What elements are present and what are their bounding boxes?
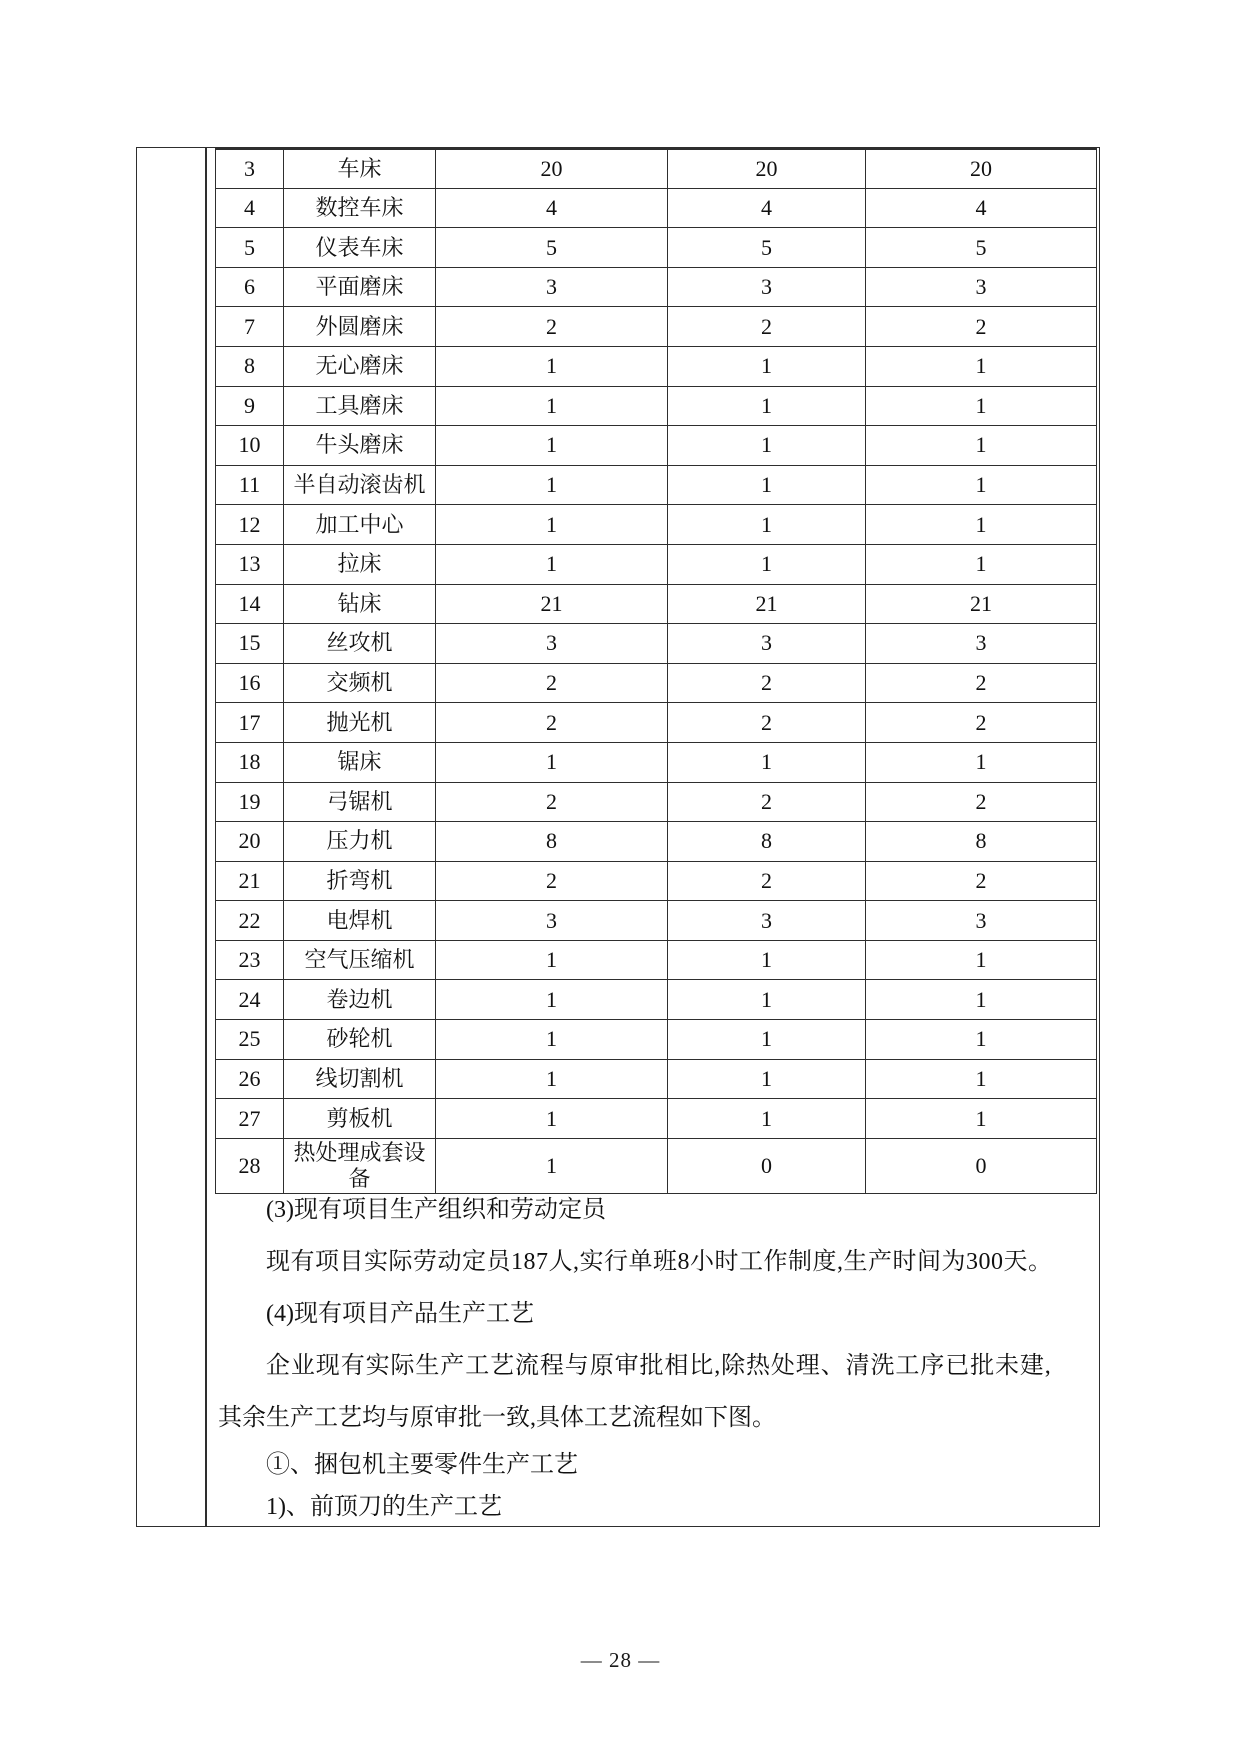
table-row bbox=[216, 1059, 1097, 1099]
quantity-cell: 21 bbox=[668, 584, 866, 624]
table-row bbox=[216, 307, 1097, 347]
quantity-cell: 1 bbox=[668, 346, 866, 386]
quantity-cell: 3 bbox=[668, 901, 866, 941]
quantity-cell: 1 bbox=[436, 1099, 668, 1139]
quantity-cell: 1 bbox=[668, 505, 866, 545]
quantity-cell: 20 bbox=[668, 149, 866, 189]
row-number-cell: 4 bbox=[216, 188, 284, 228]
row-number-cell: 21 bbox=[216, 861, 284, 901]
quantity-cell: 2 bbox=[866, 307, 1097, 347]
row-number-cell: 10 bbox=[216, 426, 284, 466]
quantity-cell: 1 bbox=[866, 980, 1097, 1020]
table-row bbox=[216, 465, 1097, 505]
quantity-cell: 3 bbox=[436, 901, 668, 941]
quantity-cell: 1 bbox=[668, 1020, 866, 1060]
row-number-cell: 13 bbox=[216, 544, 284, 584]
quantity-cell: 1 bbox=[668, 386, 866, 426]
row-number-cell: 14 bbox=[216, 584, 284, 624]
table-row bbox=[216, 663, 1097, 703]
equipment-name-cell: 电焊机 bbox=[284, 901, 436, 941]
quantity-cell: 4 bbox=[668, 188, 866, 228]
row-number-cell: 20 bbox=[216, 822, 284, 862]
quantity-cell: 1 bbox=[866, 426, 1097, 466]
quantity-cell: 3 bbox=[866, 267, 1097, 307]
table-row bbox=[216, 1020, 1097, 1060]
quantity-cell: 3 bbox=[436, 624, 668, 664]
equipment-name-cell: 钻床 bbox=[284, 584, 436, 624]
quantity-cell: 5 bbox=[866, 228, 1097, 268]
body-line: 企业现有实际生产工艺流程与原审批相比,除热处理、清洗工序已批未建, bbox=[266, 1353, 1052, 1379]
quantity-cell: 2 bbox=[436, 307, 668, 347]
frame-column-divider bbox=[205, 147, 207, 1527]
equipment-name-cell: 丝攻机 bbox=[284, 624, 436, 664]
quantity-cell: 1 bbox=[866, 544, 1097, 584]
page-number: — 28 — bbox=[580, 1648, 661, 1672]
quantity-cell: 1 bbox=[436, 742, 668, 782]
row-number-cell: 5 bbox=[216, 228, 284, 268]
row-number-cell: 25 bbox=[216, 1020, 284, 1060]
quantity-cell: 21 bbox=[436, 584, 668, 624]
row-number-cell: 15 bbox=[216, 624, 284, 664]
quantity-cell: 1 bbox=[668, 544, 866, 584]
quantity-cell: 2 bbox=[866, 703, 1097, 743]
equipment-name-cell: 交频机 bbox=[284, 663, 436, 703]
quantity-cell: 1 bbox=[436, 544, 668, 584]
row-number-cell: 11 bbox=[216, 465, 284, 505]
row-number-cell: 26 bbox=[216, 1059, 284, 1099]
row-number-cell: 23 bbox=[216, 940, 284, 980]
quantity-cell: 3 bbox=[668, 624, 866, 664]
quantity-cell: 2 bbox=[436, 782, 668, 822]
quantity-cell: 8 bbox=[436, 822, 668, 862]
quantity-cell: 1 bbox=[866, 742, 1097, 782]
quantity-cell: 1 bbox=[436, 465, 668, 505]
quantity-cell: 2 bbox=[436, 663, 668, 703]
row-number-cell: 18 bbox=[216, 742, 284, 782]
quantity-cell: 2 bbox=[866, 663, 1097, 703]
body-line: ①、捆包机主要零件生产工艺 bbox=[266, 1452, 578, 1478]
quantity-cell: 3 bbox=[436, 267, 668, 307]
quantity-cell: 8 bbox=[866, 822, 1097, 862]
row-number-cell: 24 bbox=[216, 980, 284, 1020]
table-row bbox=[216, 426, 1097, 466]
table-row bbox=[216, 346, 1097, 386]
table-row bbox=[216, 386, 1097, 426]
quantity-cell: 1 bbox=[668, 465, 866, 505]
equipment-name-cell: 压力机 bbox=[284, 822, 436, 862]
quantity-cell: 2 bbox=[436, 861, 668, 901]
table-row bbox=[216, 505, 1097, 545]
equipment-name-cell: 半自动滚齿机 bbox=[284, 465, 436, 505]
table-row bbox=[216, 584, 1097, 624]
quantity-cell: 1 bbox=[668, 1099, 866, 1139]
equipment-name-cell: 平面磨床 bbox=[284, 267, 436, 307]
row-number-cell: 7 bbox=[216, 307, 284, 347]
quantity-cell: 2 bbox=[668, 861, 866, 901]
table-row bbox=[216, 901, 1097, 941]
quantity-cell: 1 bbox=[866, 505, 1097, 545]
quantity-cell: 4 bbox=[436, 188, 668, 228]
quantity-cell: 1 bbox=[866, 1059, 1097, 1099]
equipment-name-cell: 剪板机 bbox=[284, 1099, 436, 1139]
equipment-name-cell: 锯床 bbox=[284, 742, 436, 782]
quantity-cell: 1 bbox=[436, 386, 668, 426]
row-number-cell: 27 bbox=[216, 1099, 284, 1139]
equipment-name-cell: 外圆磨床 bbox=[284, 307, 436, 347]
row-number-cell: 28 bbox=[216, 1138, 284, 1193]
quantity-cell: 1 bbox=[436, 1020, 668, 1060]
row-number-cell: 17 bbox=[216, 703, 284, 743]
body-line: (4)现有项目产品生产工艺 bbox=[266, 1301, 534, 1327]
equipment-table bbox=[215, 147, 1097, 1194]
quantity-cell: 1 bbox=[668, 980, 866, 1020]
quantity-cell: 1 bbox=[436, 426, 668, 466]
quantity-cell: 1 bbox=[668, 742, 866, 782]
equipment-name-cell: 砂轮机 bbox=[284, 1020, 436, 1060]
table-row bbox=[216, 544, 1097, 584]
quantity-cell: 1 bbox=[436, 1059, 668, 1099]
equipment-name-cell: 车床 bbox=[284, 149, 436, 189]
table-row bbox=[216, 228, 1097, 268]
quantity-cell: 2 bbox=[436, 703, 668, 743]
row-number-cell: 9 bbox=[216, 386, 284, 426]
equipment-name-cell: 加工中心 bbox=[284, 505, 436, 545]
quantity-cell: 1 bbox=[668, 426, 866, 466]
equipment-name-cell: 卷边机 bbox=[284, 980, 436, 1020]
quantity-cell: 2 bbox=[668, 703, 866, 743]
table-row bbox=[216, 1099, 1097, 1139]
quantity-cell: 2 bbox=[668, 782, 866, 822]
equipment-name-cell: 热处理成套设备 bbox=[284, 1138, 436, 1193]
table-row bbox=[216, 940, 1097, 980]
equipment-name-cell: 仪表车床 bbox=[284, 228, 436, 268]
quantity-cell: 1 bbox=[866, 1020, 1097, 1060]
row-number-cell: 3 bbox=[216, 149, 284, 189]
quantity-cell: 2 bbox=[668, 663, 866, 703]
table-row bbox=[216, 703, 1097, 743]
quantity-cell: 1 bbox=[866, 346, 1097, 386]
quantity-cell: 1 bbox=[436, 1138, 668, 1193]
quantity-cell: 1 bbox=[668, 940, 866, 980]
equipment-name-cell: 空气压缩机 bbox=[284, 940, 436, 980]
row-number-cell: 16 bbox=[216, 663, 284, 703]
table-row bbox=[216, 267, 1097, 307]
row-number-cell: 6 bbox=[216, 267, 284, 307]
quantity-cell: 8 bbox=[668, 822, 866, 862]
quantity-cell: 2 bbox=[668, 307, 866, 347]
quantity-cell: 1 bbox=[866, 1099, 1097, 1139]
quantity-cell: 20 bbox=[866, 149, 1097, 189]
body-line: (3)现有项目生产组织和劳动定员 bbox=[266, 1197, 606, 1223]
quantity-cell: 1 bbox=[436, 940, 668, 980]
quantity-cell: 3 bbox=[866, 624, 1097, 664]
equipment-name-cell: 折弯机 bbox=[284, 861, 436, 901]
table-row bbox=[216, 742, 1097, 782]
equipment-name-cell: 无心磨床 bbox=[284, 346, 436, 386]
table-row bbox=[216, 782, 1097, 822]
body-line: 现有项目实际劳动定员187人,实行单班8小时工作制度,生产时间为300天。 bbox=[266, 1249, 1053, 1275]
equipment-name-cell: 弓锯机 bbox=[284, 782, 436, 822]
quantity-cell: 1 bbox=[866, 940, 1097, 980]
equipment-name-cell: 牛头磨床 bbox=[284, 426, 436, 466]
quantity-cell: 4 bbox=[866, 188, 1097, 228]
equipment-table-body bbox=[216, 149, 1097, 1194]
quantity-cell: 5 bbox=[436, 228, 668, 268]
equipment-name-cell: 线切割机 bbox=[284, 1059, 436, 1099]
equipment-name-cell: 抛光机 bbox=[284, 703, 436, 743]
quantity-cell: 1 bbox=[866, 465, 1097, 505]
quantity-cell: 3 bbox=[866, 901, 1097, 941]
row-number-cell: 12 bbox=[216, 505, 284, 545]
table-row bbox=[216, 149, 1097, 189]
quantity-cell: 0 bbox=[668, 1138, 866, 1193]
quantity-cell: 5 bbox=[668, 228, 866, 268]
body-line: 1)、前顶刀的生产工艺 bbox=[266, 1494, 502, 1520]
table-row bbox=[216, 188, 1097, 228]
quantity-cell: 0 bbox=[866, 1138, 1097, 1193]
quantity-cell: 1 bbox=[866, 386, 1097, 426]
quantity-cell: 3 bbox=[668, 267, 866, 307]
row-number-cell: 19 bbox=[216, 782, 284, 822]
row-number-cell: 22 bbox=[216, 901, 284, 941]
quantity-cell: 1 bbox=[436, 980, 668, 1020]
row-number-cell: 8 bbox=[216, 346, 284, 386]
table-row bbox=[216, 822, 1097, 862]
quantity-cell: 1 bbox=[668, 1059, 866, 1099]
body-text bbox=[218, 1184, 1090, 1528]
table-row bbox=[216, 861, 1097, 901]
body-line: 其余生产工艺均与原审批一致,具体工艺流程如下图。 bbox=[218, 1405, 776, 1431]
quantity-cell: 2 bbox=[866, 782, 1097, 822]
quantity-cell: 1 bbox=[436, 505, 668, 545]
quantity-cell: 1 bbox=[436, 346, 668, 386]
table-row bbox=[216, 624, 1097, 664]
table-row bbox=[216, 980, 1097, 1020]
equipment-name-cell: 数控车床 bbox=[284, 188, 436, 228]
equipment-name-cell: 工具磨床 bbox=[284, 386, 436, 426]
quantity-cell: 21 bbox=[866, 584, 1097, 624]
quantity-cell: 2 bbox=[866, 861, 1097, 901]
equipment-name-cell: 拉床 bbox=[284, 544, 436, 584]
quantity-cell: 20 bbox=[436, 149, 668, 189]
